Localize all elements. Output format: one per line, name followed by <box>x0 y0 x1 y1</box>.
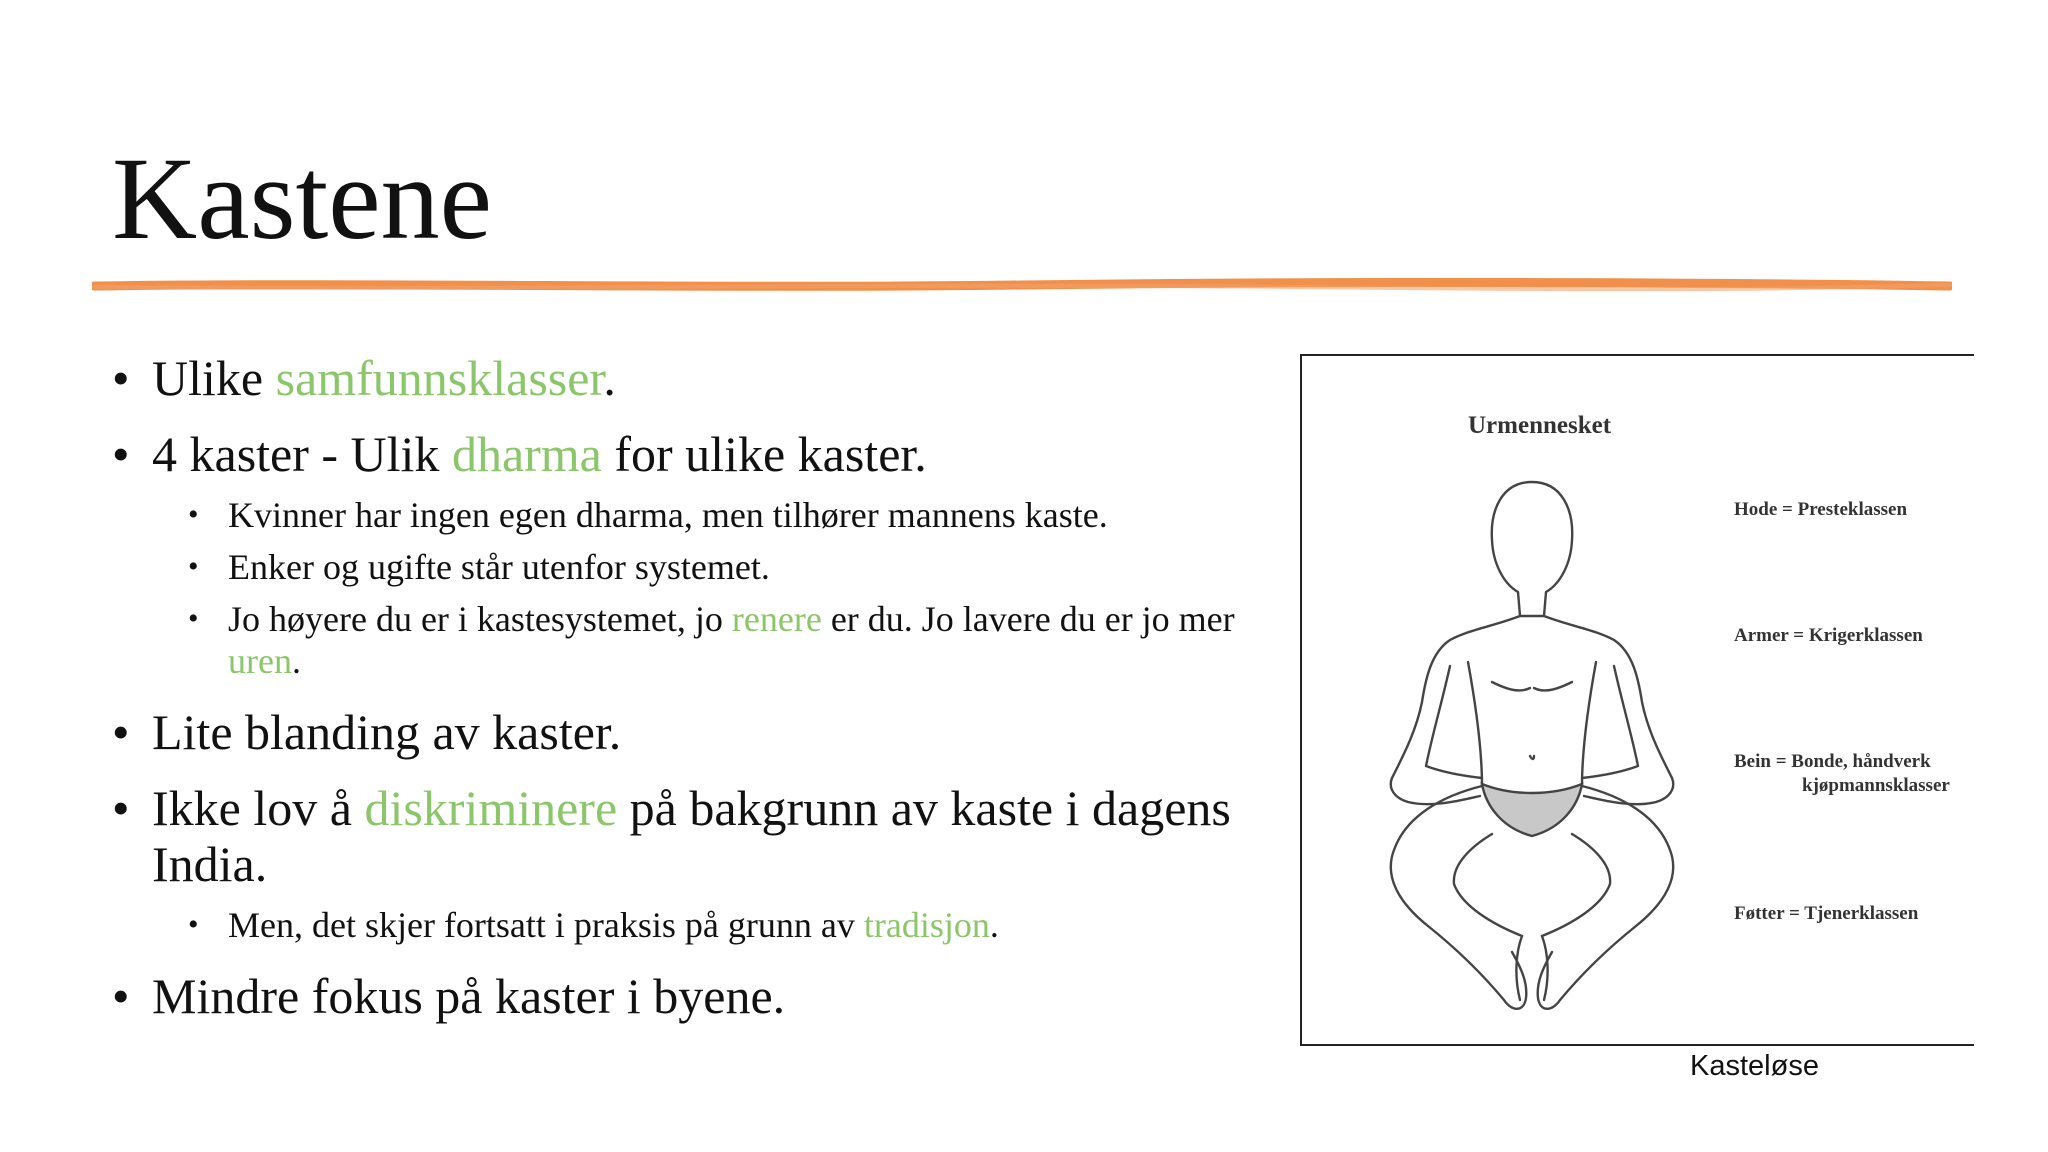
sub-bullet-text-mid: er du. Jo lavere du er jo mer <box>821 599 1235 639</box>
sub-bullet-kvinner <box>112 494 1282 536</box>
sub-bullet-enker <box>112 546 1282 588</box>
label-bein-line2: kjøpmannsklasser <box>1802 775 1950 796</box>
seated-figure-illustration <box>1372 466 1692 1026</box>
figure-title: Urmennesket <box>1468 412 1612 439</box>
bullet-text: Lite blanding av kaster. <box>152 704 622 760</box>
bullet-samfunnsklasser <box>112 350 1282 406</box>
bullet-text: Mindre fokus på kaster i byene. <box>152 968 786 1024</box>
bullet-list <box>112 350 1282 1044</box>
bullet-text-end: på bakgrunn av kaste i dagens India. <box>152 780 1231 892</box>
bullet-text-end: . <box>603 350 616 406</box>
sub-bullet-text-end: . <box>291 641 301 681</box>
bullet-text: Ikke lov å <box>152 780 365 836</box>
bullet-dot: • <box>112 350 130 406</box>
sub-bullet-text-end: . <box>989 905 999 945</box>
sub-bullets-diskriminere <box>112 904 1282 946</box>
label-armer: Armer = Krigerklassen <box>1734 625 1923 646</box>
sub-bullets-dharma <box>112 494 1282 682</box>
bullet-text: 4 kaster - Ulik <box>152 426 452 482</box>
sub-bullet-text: Men, det skjer fortsatt i praksis på grunn av <box>228 905 864 945</box>
highlight-uren: uren <box>228 641 292 681</box>
sub-bullet-text: Kvinner har ingen egen dharma, men tilhører mannens kaste. <box>228 495 1108 535</box>
urmennesket-figure <box>1300 354 1974 1046</box>
slide-title: Kastene <box>112 133 493 264</box>
bullet-byene <box>112 968 1282 1024</box>
bullet-text: Ulike <box>152 350 276 406</box>
sub-bullet-text: Enker og ugifte står utenfor systemet. <box>228 547 770 587</box>
bullet-diskriminere <box>112 780 1282 892</box>
bullet-dot: • <box>112 704 130 760</box>
bullet-dot: • <box>188 550 199 583</box>
label-hode: Hode = Presteklassen <box>1734 499 1908 520</box>
label-bein: Bein = Bonde, håndverk <box>1734 751 1931 772</box>
figure-caption: Kasteløse <box>1690 1050 1819 1082</box>
highlight-dharma: dharma <box>451 426 602 482</box>
highlight-tradisjon: tradisjon <box>863 905 990 945</box>
bullet-kaster-dharma <box>112 426 1282 482</box>
sub-bullet-tradisjon <box>112 904 1282 946</box>
bullet-blanding <box>112 704 1282 760</box>
bullet-dot: • <box>188 498 199 531</box>
highlight-renere: renere <box>731 599 822 639</box>
bullet-dot: • <box>112 968 130 1024</box>
bullet-text-end: for ulike kaster. <box>601 426 927 482</box>
bullet-dot: • <box>112 426 130 482</box>
title-divider <box>92 276 1952 296</box>
highlight-samfunnsklasser: samfunnsklasser <box>275 350 604 406</box>
bullet-dot: • <box>188 908 199 941</box>
sub-bullet-text: Jo høyere du er i kastesystemet, jo <box>228 599 732 639</box>
sub-bullet-renhet <box>112 598 1282 682</box>
bullet-dot: • <box>188 602 199 635</box>
label-fotter: Føtter = Tjenerklassen <box>1734 903 1919 924</box>
bullet-dot: • <box>112 780 130 836</box>
highlight-diskriminere: diskriminere <box>364 780 618 836</box>
